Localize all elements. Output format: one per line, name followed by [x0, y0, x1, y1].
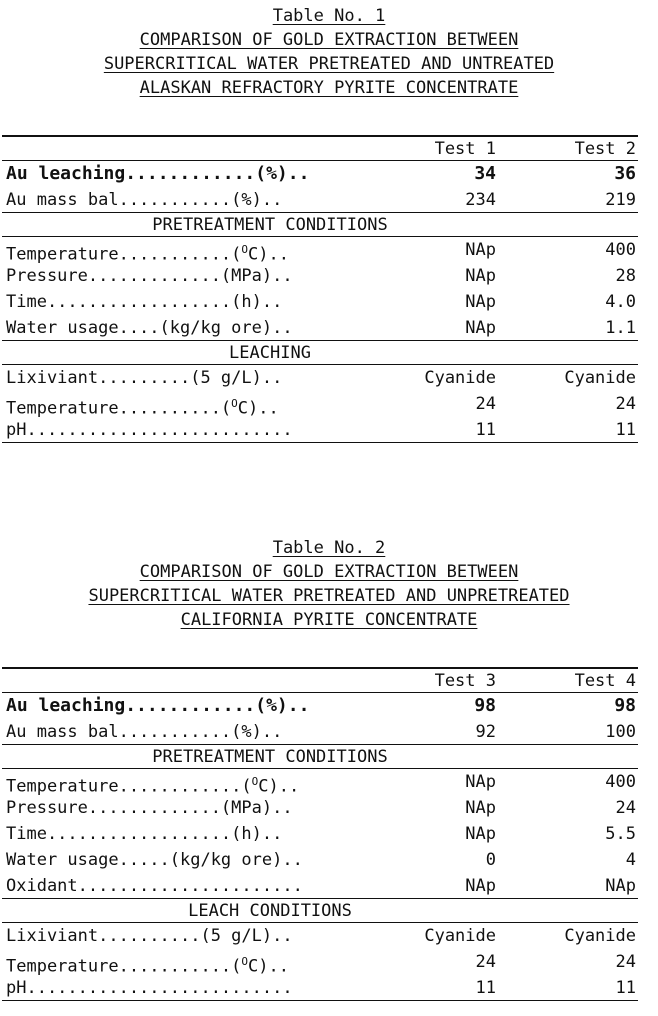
table-1 [0, 4, 658, 443]
cell-value: NAp [465, 266, 496, 286]
section-title: PRETREATMENT CONDITIONS [152, 215, 388, 235]
section-title: PRETREATMENT CONDITIONS [152, 747, 388, 767]
column-header-row [0, 137, 658, 161]
cell-value: NAp [465, 824, 496, 844]
cell-value: 400 [605, 240, 636, 260]
table-row [0, 847, 658, 873]
table-row [0, 769, 658, 795]
table-row [0, 949, 658, 975]
row-label: Oxidant...................... [6, 876, 303, 896]
column-header: Test 2 [574, 139, 636, 159]
cell-value: 36 [614, 163, 636, 184]
cell-value: NAp [465, 798, 496, 818]
row-label: pH.......................... [6, 420, 293, 440]
cell-value: 1.1 [605, 318, 636, 338]
section-header-row [0, 213, 658, 237]
cell-value: 11 [615, 978, 636, 998]
cell-value: Cyanide [564, 926, 636, 946]
row-label: Water usage.....(kg/kg ore).. [6, 850, 303, 870]
row-label: Au mass bal...........(%).. [6, 722, 283, 742]
row-label: Time..................(h).. [6, 292, 283, 312]
cell-value: 400 [605, 772, 636, 792]
table-number: Table No. 2 [272, 538, 386, 558]
cell-value: NAp [465, 292, 496, 312]
table-row [0, 975, 658, 1001]
table-title [0, 536, 658, 632]
row-label: Temperature..........($^O$C).. [6, 397, 279, 419]
table-row [0, 719, 658, 745]
table-2 [0, 536, 658, 1001]
cell-value: 0 [485, 850, 496, 870]
table-row [0, 237, 658, 263]
table-title-line: COMPARISON OF GOLD EXTRACTION BETWEEN [139, 30, 519, 50]
cell-value: 11 [475, 978, 496, 998]
cell-value: 5.5 [605, 824, 636, 844]
table-number: Table No. 1 [272, 6, 386, 26]
row-label: Time..................(h).. [6, 824, 283, 844]
data-table [0, 135, 658, 443]
row-label: Au mass bal...........(%).. [6, 190, 283, 210]
cell-value: NAp [465, 772, 496, 792]
table-title-line: COMPARISON OF GOLD EXTRACTION BETWEEN [139, 562, 519, 582]
row-label: pH.......................... [6, 978, 293, 998]
table-row [0, 923, 658, 949]
row-label: Temperature...........($^O$C).. [6, 955, 289, 977]
row-label: Water usage....(kg/kg ore).. [6, 318, 293, 338]
table-row [0, 315, 658, 341]
cell-value: Cyanide [424, 926, 496, 946]
cell-value: 24 [615, 394, 636, 414]
cell-value: 34 [474, 163, 496, 184]
table-title-line: CALIFORNIA PYRITE CONCENTRATE [180, 610, 478, 630]
cell-value: 24 [475, 952, 496, 972]
table-row [0, 161, 658, 187]
data-table [0, 667, 658, 1001]
table-row [0, 365, 658, 391]
section-header-row [0, 745, 658, 769]
cell-value: Cyanide [424, 368, 496, 388]
row-label: Lixiviant.........(5 g/L).. [6, 368, 283, 388]
column-header: Test 1 [434, 139, 496, 159]
cell-value: 4 [625, 850, 636, 870]
row-label: Temperature............($^O$C).. [6, 775, 300, 797]
section-title: LEACHING [229, 343, 311, 363]
table-row [0, 187, 658, 213]
row-label: Lixiviant..........(5 g/L).. [6, 926, 293, 946]
table-title [0, 4, 658, 100]
table-title-line: SUPERCRITICAL WATER PRETREATED AND UNTREATED [103, 54, 555, 74]
row-label: Au leaching............(%).. [6, 163, 310, 184]
column-header: Test 3 [434, 671, 496, 691]
table-row [0, 289, 658, 315]
cell-value: 24 [615, 798, 636, 818]
table-row [0, 417, 658, 443]
cell-value: 24 [615, 952, 636, 972]
cell-value: 219 [605, 190, 636, 210]
table-row [0, 391, 658, 417]
table-row [0, 795, 658, 821]
row-label: Pressure.............(MPa).. [6, 266, 293, 286]
cell-value: 11 [475, 420, 496, 440]
cell-value: 98 [474, 695, 496, 716]
table-row [0, 263, 658, 289]
cell-value: 234 [465, 190, 496, 210]
cell-value: 98 [614, 695, 636, 716]
cell-value: NAp [605, 876, 636, 896]
table-title-line: ALASKAN REFRACTORY PYRITE CONCENTRATE [139, 78, 519, 98]
cell-value: 11 [615, 420, 636, 440]
table-row [0, 821, 658, 847]
cell-value: 28 [615, 266, 636, 286]
column-header: Test 4 [574, 671, 636, 691]
cell-value: NAp [465, 240, 496, 260]
table-row [0, 873, 658, 899]
section-header-row [0, 899, 658, 923]
cell-value: NAp [465, 876, 496, 896]
row-label: Pressure.............(MPa).. [6, 798, 293, 818]
section-header-row [0, 341, 658, 365]
cell-value: 4.0 [605, 292, 636, 312]
column-header-row [0, 669, 658, 693]
table-title-line: SUPERCRITICAL WATER PRETREATED AND UNPRETREATED [88, 586, 570, 606]
cell-value: 100 [605, 722, 636, 742]
cell-value: NAp [465, 318, 496, 338]
cell-value: 92 [475, 722, 496, 742]
section-title: LEACH CONDITIONS [188, 901, 352, 921]
row-label: Temperature...........($^O$C).. [6, 243, 289, 265]
table-row [0, 693, 658, 719]
row-label: Au leaching............(%).. [6, 695, 310, 716]
cell-value: 24 [475, 394, 496, 414]
cell-value: Cyanide [564, 368, 636, 388]
